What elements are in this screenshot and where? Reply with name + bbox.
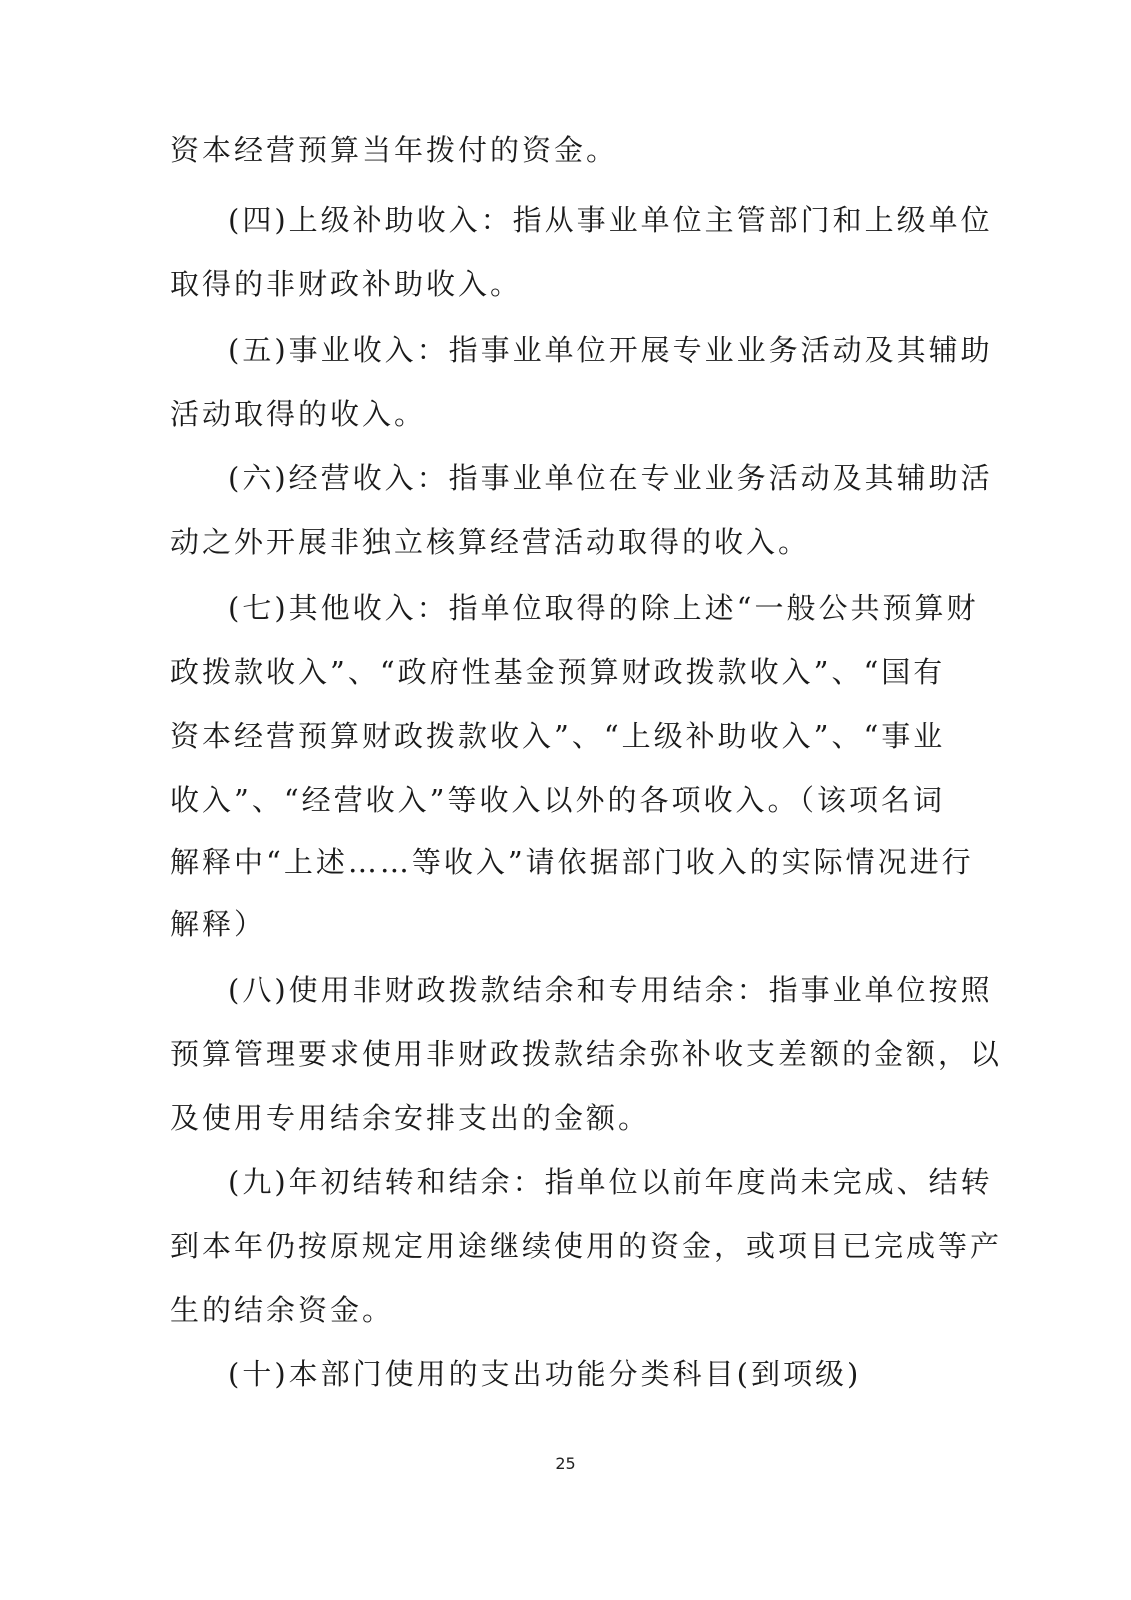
text-line: 解释中“上述……等收入”请依据部门收入的实际情况进行 <box>170 845 974 879</box>
text-line: (九)年初结转和结余：指单位以前年度尚未完成、结转 <box>228 1165 993 1199</box>
text-line: (六)经营收入：指事业单位在专业业务活动及其辅助活 <box>228 461 993 495</box>
text-line: 预算管理要求使用非财政拨款结余弥补收支差额的金额，以 <box>170 1037 1003 1071</box>
text-line: 解释） <box>170 907 267 941</box>
text-line: 资本经营预算财政拨款收入”、“上级补助收入”、“事业 <box>170 719 946 753</box>
text-line: 收入”、“经营收入”等收入以外的各项收入。（该项名词 <box>170 783 945 817</box>
text-line: 到本年仍按原规定用途继续使用的资金，或项目已完成等产 <box>170 1229 1003 1263</box>
text-line: (十)本部门使用的支出功能分类科目(到项级) <box>228 1357 862 1391</box>
text-line: 取得的非财政补助收入。 <box>170 267 523 301</box>
page-number: 25 <box>555 1454 576 1473</box>
text-line: 资本经营预算当年拨付的资金。 <box>170 133 619 167</box>
text-line: (七)其他收入：指单位取得的除上述“一般公共预算财 <box>228 591 979 625</box>
text-line: (八)使用非财政拨款结余和专用结余：指事业单位按照 <box>228 973 993 1007</box>
text-line: (四)上级补助收入：指从事业单位主管部门和上级单位 <box>228 203 993 237</box>
text-line: 动之外开展非独立核算经营活动取得的收入。 <box>170 525 811 559</box>
text-line: 活动取得的收入。 <box>170 397 427 431</box>
text-line: 政拨款收入”、“政府性基金预算财政拨款收入”、“国有 <box>170 655 946 689</box>
text-line: 及使用专用结余安排支出的金额。 <box>170 1101 651 1135</box>
text-line: 生的结余资金。 <box>170 1293 395 1327</box>
text-line: (五)事业收入：指事业单位开展专业业务活动及其辅助 <box>228 333 993 367</box>
